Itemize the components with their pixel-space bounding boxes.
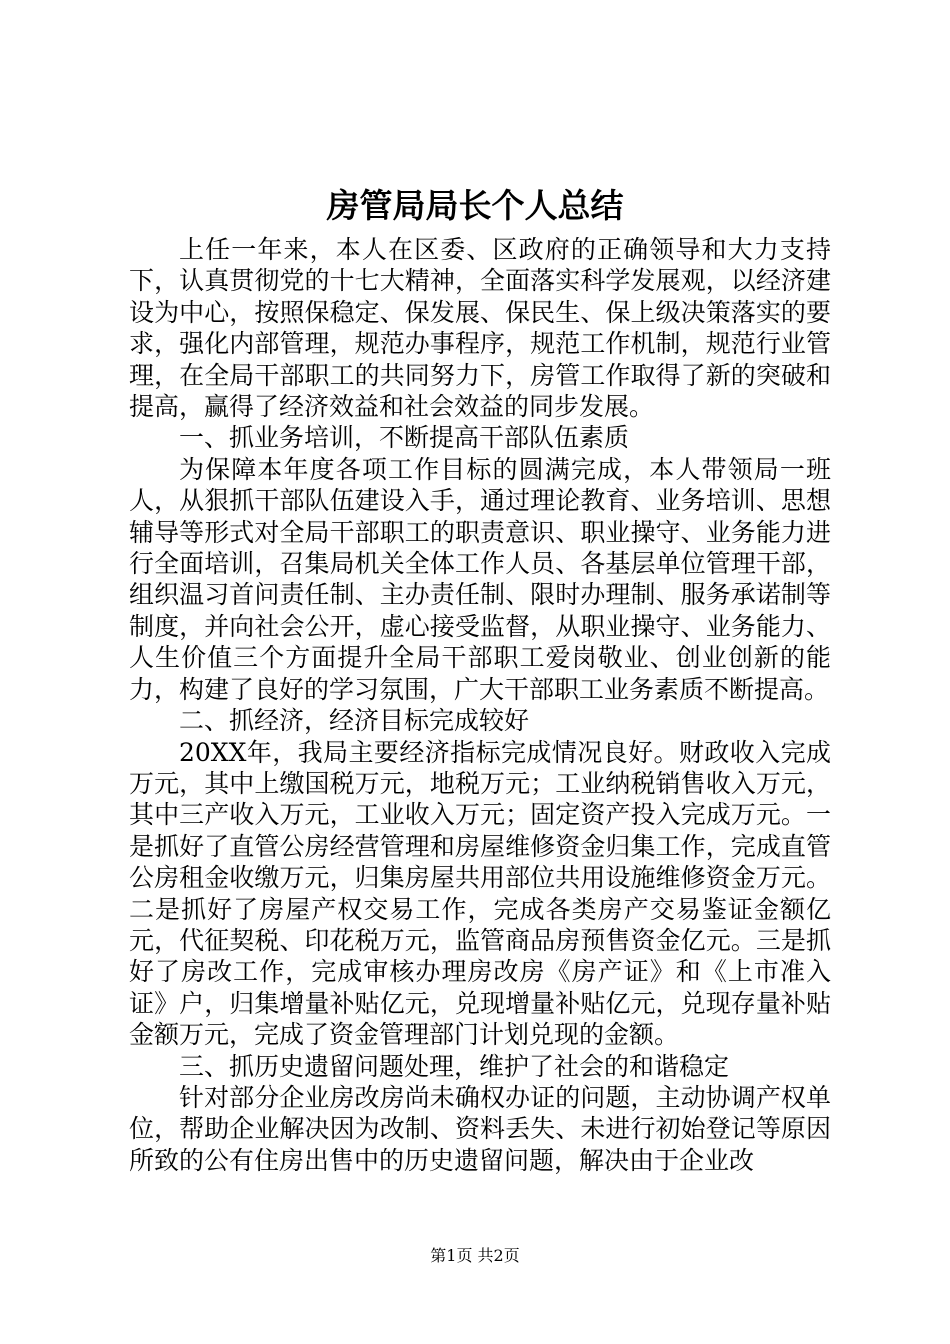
section-paragraph-3: 针对部分企业房改房尚未确权办证的问题，主动协调产权单位，帮助企业解决因为改制、资料丢失、未进行初始登记等原因所致的公有住房出售中的历史遗留问题，解决由于企业改 (129, 1082, 831, 1175)
section-heading-3: 三、抓历史遗留问题处理，维护了社会的和谐稳定 (179, 1051, 730, 1081)
section-paragraph-2: 20XX年，我局主要经济指标完成情况良好。财政收入完成万元，其中上缴国税万元，地税万元；工业纳税销售收入万元，其中三产收入万元，工业收入万元；固定资产投入完成万元。一是抓好了直管公房经营管理和房屋维修资金归集工作，完成直管公房租金收缴万元，归集房屋共用部位共用设施维修资金万元。二是抓好了房屋产权交易工作，完成各类房产交易鉴证金额亿元，代征契税、印花税万元，监管商品房预售资金亿元。三是抓好了房改工作，完成审核办理房改房《房产证》和《上市准入证》户，归集增量补贴亿元，兑现增量补贴亿元，兑现存量补贴金额万元，完成了资金管理部门计划兑现的金额。 (129, 737, 831, 1050)
page-number-footer: 第1页 共2页 (430, 1246, 520, 1265)
section-heading-2: 二、抓经济，经济目标完成较好 (179, 706, 530, 736)
section-paragraph-1: 为保障本年度各项工作目标的圆满完成，本人带领局一班人，从狠抓干部队伍建设入手，通过理论教育、业务培训、思想辅导等形式对全局干部职工的职责意识、职业操守、业务能力进行全面培训，召集局机关全体工作人员、各基层单位管理干部，组织温习首问责任制、主办责任制、限时办理制、服务承诺制等制度，并向社会公开，虚心接受监督，从职业操守、业务能力、人生价值三个方面提升全局干部职工爱岗敬业、创业创新的能力，构建了良好的学习氛围，广大干部职工业务素质不断提高。 (129, 454, 831, 704)
document-body (129, 234, 831, 1176)
intro-paragraph: 上任一年来，本人在区委、区政府的正确领导和大力支持下，认真贯彻党的十七大精神，全面落实科学发展观，以经济建设为中心，按照保稳定、保发展、保民生、保上级决策落实的要求，强化内部管理，规范办事程序，规范工作机制，规范行业管理，在全局干部职工的共同努力下，房管工作取得了新的突破和提高，赢得了经济效益和社会效益的同步发展。 (129, 235, 831, 422)
section-heading-1: 一、抓业务培训，不断提高干部队伍素质 (179, 423, 630, 453)
document-title: 房管局局长个人总结 (326, 186, 624, 225)
